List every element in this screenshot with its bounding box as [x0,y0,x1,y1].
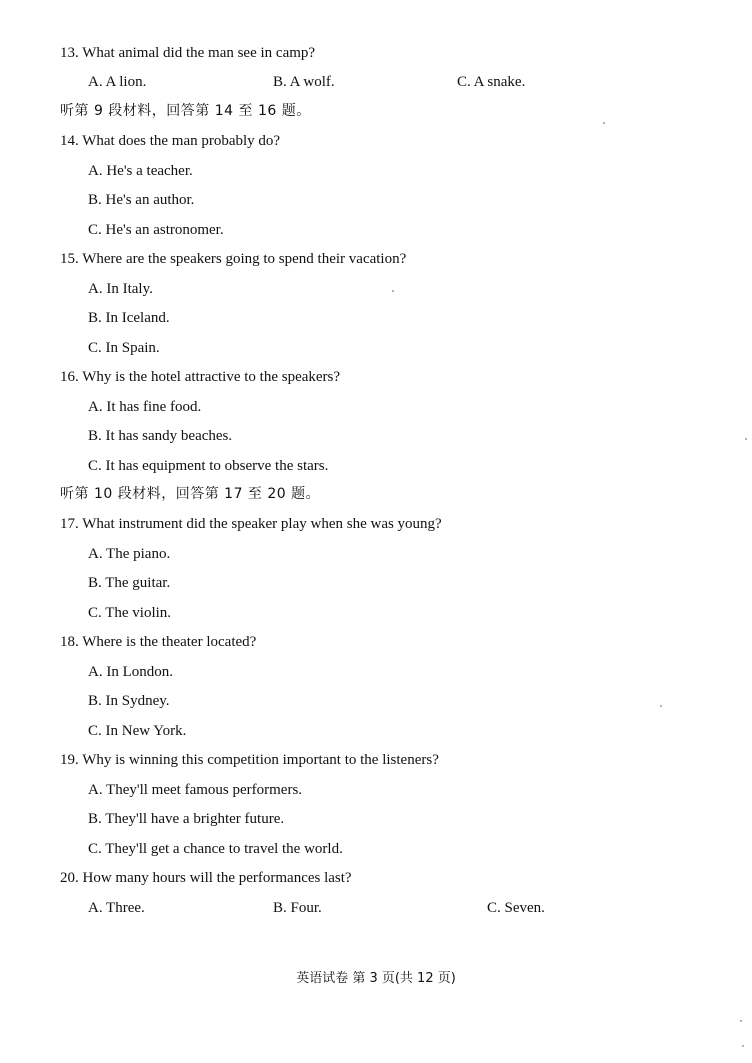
scan-speck [740,1020,742,1022]
page-footer: 英语试卷 第 3 页(共 12 页) [296,971,456,986]
q17-option-a: A. The piano. [88,546,171,562]
q14-option-a: A. He's a teacher. [88,163,193,179]
q18-option-c: C. In New York. [88,723,187,739]
scan-speck [603,122,605,124]
section-9-instruction: 听第 9 段材料，回答第 14 至 16 题。 [60,103,311,119]
q19-option-c: C. They'll get a chance to travel the world. [88,841,343,857]
question-17: 17. What instrument did the speaker play when she was young? [60,516,442,532]
section-10-instruction: 听第 10 段材料，回答第 17 至 20 题。 [60,486,321,502]
q16-option-b: B. It has sandy beaches. [88,428,233,444]
question-16: 16. Why is the hotel attractive to the speakers? [60,369,341,385]
question-15: 15. Where are the speakers going to spend their vacation? [60,251,407,267]
q16-option-a: A. It has fine food. [88,399,202,415]
q17-option-c: C. The violin. [88,605,172,621]
q20-option-b: B. Four. [273,900,322,916]
q20-option-c: C. Seven. [487,900,545,916]
q13-option-b: B. A wolf. [273,74,335,90]
question-19: 19. Why is winning this competition important to the listeners? [60,752,439,768]
question-14: 14. What does the man probably do? [60,133,281,149]
scan-speck [742,1045,744,1047]
q16-option-c: C. It has equipment to observe the stars. [88,458,329,474]
q14-option-b: B. He's an author. [88,192,195,208]
q20-option-a: A. Three. [88,900,145,916]
q15-option-c: C. In Spain. [88,340,160,356]
q17-option-b: B. The guitar. [88,575,171,591]
scan-speck [660,705,662,707]
question-13: 13. What animal did the man see in camp? [60,45,316,61]
q15-option-b: B. In Iceland. [88,310,170,326]
question-20: 20. How many hours will the performances last? [60,870,352,886]
q14-option-c: C. He's an astronomer. [88,222,224,238]
scan-speck [745,438,747,440]
q13-option-c: C. A snake. [457,74,526,90]
q18-option-b: B. In Sydney. [88,693,170,709]
q15-option-a: A. In Italy. [88,281,153,297]
scan-speck [392,290,394,292]
q19-option-b: B. They'll have a brighter future. [88,811,285,827]
question-18: 18. Where is the theater located? [60,634,257,650]
q18-option-a: A. In London. [88,664,173,680]
q19-option-a: A. They'll meet famous performers. [88,782,303,798]
q13-option-a: A. A lion. [88,74,147,90]
